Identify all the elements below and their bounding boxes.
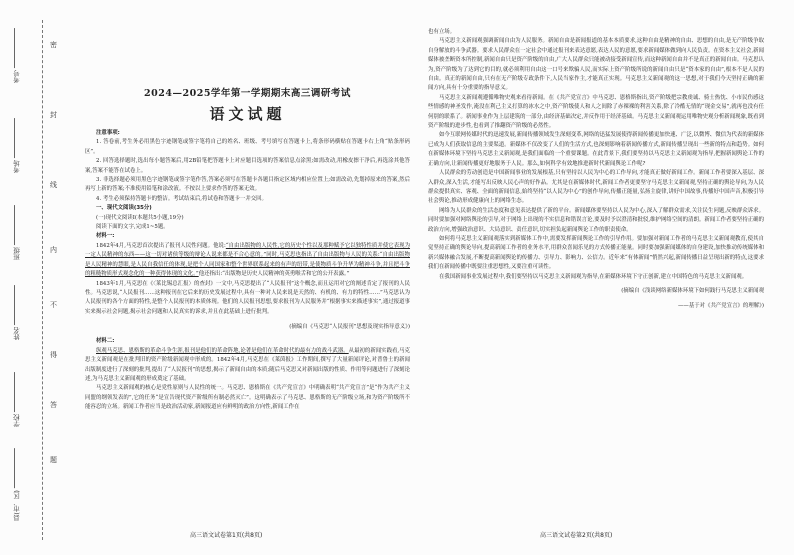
seal-char: 密 xyxy=(50,41,57,49)
field-school: 学校 xyxy=(12,372,21,427)
seal-char: 题 xyxy=(50,456,57,464)
subject-title: 语文试题 xyxy=(209,105,286,123)
seal-char: 内 xyxy=(50,246,57,254)
binding-strip xyxy=(0,0,58,555)
notes-heading: 注意事项: xyxy=(96,130,120,136)
note-item: 3. 非选择题必须用黑色字迹钢笔或签字笔作答,答案必须写在答题卡各题目指定区域内相应位置上;如需改动,先划掉原来的答案,然后再写上新的答案;不准使用铅笔和涂改液。不按以上要求作答的答案无效。 xyxy=(85,177,410,193)
continued-line: 也有立场。 xyxy=(428,29,456,35)
paragraph: 如今互联网传媒时代的迅速发展,新闻传播领域发生深刻变革,网络的迅猛发展使得新闻传播更加快速、广泛,以微博、微信为代表的新媒体已成为人们获取信息的主要渠道。新媒体不仅改变了人们的生活方式,也深刻影响着新闻传播方式,新闻传播呈现出一些新的特点和趋势。如何在新媒体环境下坚持马克思主义新闻观,是我们面临的一个重要课题。在此背景下,我们要坚持以马克思主义新闻观为指导,把握新闻舆论工作的正确方向,让新闻传播更好地服务于人民。那么,如何科学有效地推进新时代新闻舆论工作呢? xyxy=(428,132,764,167)
paragraph: 网络为人民群众的生活态度和意见表达提供了新的平台。新闻媒体要坚持以人民为中心,深入了解群众需求,关注民生问题,反映群众诉求。同时要加强对网络舆论的引导,对于网络上出现的不实信息和错误言论,要及时予以澄清和批驳,维护网络空间的清朗。新闻工作者要坚持正确的政治方向,增强政治意识、大局意识、责任意识,切实担负起新闻舆论工作的职责使命。 xyxy=(428,207,764,233)
note-item: 4. 考生必须保持答题卡的整洁。考试结束后,将试卷和答题卡一并交回。 xyxy=(96,195,267,202)
paragraph: 1842年4月,马克思首次提出了报刊人民性问题。他说:“自由出版物的人民性,它的历史个性以及那种赋予它以独特性质并使它表现为一定人民精神的东西——这一切对诸侯等级的辩论人说来都是不合心意的。”同时,马克思也指出了自由出版物与人民的关系:“自由出版物是人民精神的慧眼,是人民自我信任的体现,是把个人同国家和整个世界联系起来的有声的纽带,是使物质斗争升华为精神斗争,并且把斗争的粗糙物质形式观念化的一种获得体现的文化。”他还指出:“出版物是历史人民精神的英勇喉舌和它的公开表露。” xyxy=(85,242,411,278)
field-exam-number: 考号 xyxy=(12,28,21,83)
paragraph: 1843年1月,马克思在《〈莱比锡总汇报〉的查封》一文中,马克思提出了“人民报刊”这个概念,而且运用对它的阐述肯定了报刊的人民性。马克思说,“人民报刊……这种报刊在它后来的历史发展过程中,具有一种对人民来说是天然的、有机的、有力的特性……”马克思认为人民报刊的各个方面的特性,是整个人民报刊的本质体现。他们的人民报刊思想,要求报刊为人民服务并“根据事实来描述事实”,通过报道事实来揭示社会问题,揭示社会问题和人民真实的诉求,并且在此基础上进行批判。 xyxy=(85,280,410,315)
source-citation: (摘编自《马克思“人民报刊”思想及现实指导意义》) xyxy=(289,323,410,330)
field-exam-room: 考场 xyxy=(12,118,21,173)
paragraph: 马克思主义新闻观遵循唯物史观来看待新闻。在《共产党宣言》中马克思、恩格斯指出,资产阶级把宗教虔诚、骑士热忱、小市民伤感这些情感的神圣发作,淹没在利己主义打算的冰水之中,资产阶级使人和人之间除了赤裸裸的利害关系,除了冷酷无情的“现金交易”,就再也没有任何别的联系了。新闻事业作为上层建筑的一部分,由经济基础决定,并反作用于经济基础。马克思主义新闻观运用唯物史观分析新闻现象,既看到资产阶级的进步性,也看到了推翻资产阶级的必然性。 xyxy=(428,94,764,130)
field-county: 县(市、区) xyxy=(12,448,21,521)
field-name: 姓名 xyxy=(12,285,21,340)
paragraph: 纵观马克思、恩格斯的革命斗争生涯,报刊是他们的革命阵地,论著是他们在革命时代的最有力的战斗武器。从最初的新闻实践看,马克思主义新闻观是在批判旧的资产阶级新闻观中形成的。1842年4月,马克思在《莱茵报》工作期间,撰写了大量新闻评论,对普鲁士的新闻出版制度进行了深刻的批判,提出了“人民报刊”的思想,揭示了新闻自由的本质;随后马克思又对新闻出版的性质、作用等问题进行了深刻论述,为马克思主义新闻观的形成奠定了基础。 xyxy=(85,347,410,382)
paragraph: 马克思主义新闻观强调新闻自由为人民服务。新闻自由是新闻报道的基本本质要求,这种自由是精神的自由、思想的自由,是无产阶级争取自身解放的斗争武器。要求人民群众在一定社会中通过报刊来表达意愿,表达人民的意愿,要求新闻媒体做到向人民负责。在资本主义社会,新闻媒体被垄断资本所控制,新闻自由只是资产阶级的自由,广大人民群众只能被动接受新闻宣传,而这种新闻自由并不是真正的新闻自由。马克思认为,资产阶级为了达到它的目的,就必须利用自由这一口号来欺骗人民,而实际上资产阶级所说的新闻自由只是“资本家的自由”,根本不是人民的自由。真正的新闻自由,只有在无产阶级专政条件下,人民当家作主,才能真正实现。马克思主义新闻观的这一思想,对于我们今天坚持正确的新闻方向,具有十分重要的指导意义。 xyxy=(428,38,764,92)
seal-char: 得 xyxy=(50,351,57,359)
seal-char: 线 xyxy=(50,181,57,189)
paragraph: 人民群众的劳动创造是中国新闻事业的发展根基,只有坚持以人民为中心的工作导向,才能真正做好新闻工作。新闻工作者要深入基层、深入群众,深入生活,才能写出反映人民心声的好作品。尤其是在新媒体时代,新闻工作者更要坚守马克思主义新闻观,坚持正确的舆论导向,为人民群众提供真实、客观、全面的新闻信息,始终坚持“以人民为中心”的创作导向,传播正能量,弘扬主旋律,讲好中国故事,传播好中国声音,积极引导社会舆论,推动形成健康向上的网络生态。 xyxy=(428,170,764,205)
seal-line xyxy=(42,20,43,540)
subsection-heading: (一)现代文阅读Ⅰ(本题共5小题,19分) xyxy=(96,214,184,221)
seal-char: 不 xyxy=(50,301,57,309)
field-class: 班级 xyxy=(12,205,21,260)
page-footer-left: 高三语文试卷第1页(共8页) xyxy=(190,532,263,539)
seal-char: 答 xyxy=(50,401,57,409)
right-column xyxy=(428,28,764,317)
section-heading: 一、现代文阅读(35分) xyxy=(96,205,152,212)
seal-char: 封 xyxy=(50,111,57,119)
instruction: 阅读下面的文字,完成1~5题。 xyxy=(96,224,169,231)
source-citation: (摘编自《浅谈网络新媒体环境下如何践行马克思主义新闻观 xyxy=(621,288,764,295)
paragraph: 马克思主义新闻观的核心是党性原则与人民性的统一。马克思、恩格斯在《共产党宣言》中明确表明“共产党宣言”是“作为共产主义同盟的纲领发表的”,它的任务“是宣告现代资产阶级所有制必然灭亡”。这明确表示了马克思、恩格斯的无产阶级立场,和为资产阶级所不能容忍的立场。新闻工作者应当是政治活动家,新闻报道应有鲜明的政治方向性,新闻工作在 xyxy=(85,385,410,411)
paragraph: 如何将马克思主义新闻观落实到新媒体工作中,需要发挥新闻舆论工作的引导作用。要加强对新闻工作者的马克思主义新闻观教育,使其自觉坚持正确的舆论导向,提高新闻工作者的业务水平,用群众喜闻乐见的方式传播正能量。同时要加强新闻媒体的自身建设,加快推动传统媒体和新兴媒体融合发展,不断提高新闻舆论的传播力、引导力、影响力、公信力。近年来“有体新闻”悄然兴起,新闻传播日益呈现出新的特点,这要求我们在新闻传播中既要注重思想性,又要注重可读性。 xyxy=(428,235,764,271)
page-footer-right: 高三语文试卷第2页(共8页) xyxy=(540,532,613,539)
note-item: 2. 回答选择题时,选出每小题答案后,用2B铅笔把答题卡上对应题目选项的答案信息点涂黑;如需改动,用橡皮擦干净后,再选涂其他答案,答案不能答在试卷上。 xyxy=(85,158,410,174)
material-label: 材料二: xyxy=(96,338,115,345)
left-column xyxy=(85,129,410,413)
note-item: 1. 答卷前,考生务必用黑色字迹钢笔或签字笔将自己的姓名、班级、考号填写在答题卡上,将条形码横贴在答题卡右上角“贴条形码区”。 xyxy=(85,139,410,155)
material-label: 材料一: xyxy=(96,233,115,240)
source-citation: ——基于对《共产党宣言》的理解》) xyxy=(678,303,764,310)
exam-title: 2024—2025学年第一学期期末高三调研考试 xyxy=(144,88,351,99)
paragraph: 在我国新闻事业发展过程中,我们要坚持以马克思主义新闻观为指导,在新媒体环境下守正创新,建立中国特色的马克思主义新闻观。 xyxy=(439,273,748,280)
